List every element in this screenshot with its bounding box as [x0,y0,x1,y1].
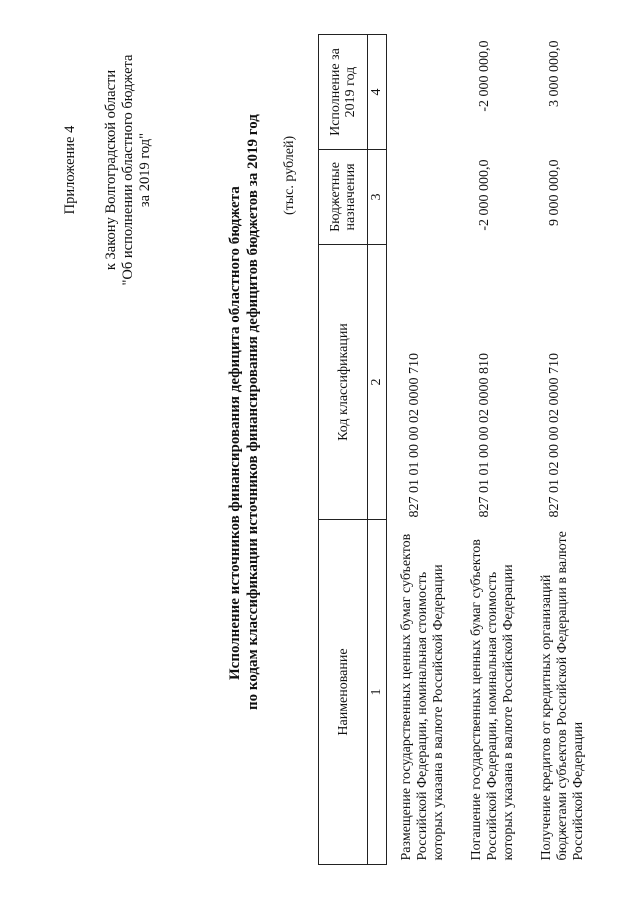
appendix-spacer [79,35,103,305]
row-code: 827 01 02 00 00 02 0000 710 [547,353,562,518]
row-budget: -2 000 000,0 [477,159,492,231]
row-code: 827 01 01 00 00 02 0000 710 [407,353,422,518]
row-name: Получение кредитов от кредитных организаций бюджетами субъектов Российской Федерации в валюте Российской Федерации [539,531,586,861]
col-number-3: 3 [368,150,387,245]
document-title [226,0,262,905]
header-code: Код классификации [319,245,368,520]
column-number-row [368,35,387,865]
appendix-number: Приложение 4 [62,125,78,215]
table-row [387,35,458,865]
row-execution: -2 000 000,0 [477,40,492,112]
row-code: 827 01 01 00 00 02 0000 810 [477,353,492,518]
row-name: Размещение государственных ценных бумаг субъектов Российской Федерации, номинальная стоимость которых указана в валюте Российской Федерации [399,533,446,861]
appendix-law: к Закону Волгоградской области [103,69,119,271]
appendix-law-year: за 2019 год" [137,132,153,208]
col-number-2: 2 [368,245,387,520]
table-row [527,35,597,865]
header-name: Наименование [319,520,368,865]
table-row [457,35,527,865]
title-line-2: по кодам классификации источников финансирования дефицитов бюджетов за 2019 год [245,114,261,710]
header-budget: Бюджетные назначения [319,150,368,245]
title-line-1: Исполнение источников финансирования дефицита областного бюджета [227,186,243,680]
row-execution [387,35,458,150]
row-budget [387,150,458,245]
row-budget: 9 000 000,0 [547,159,562,226]
header-row [319,35,368,865]
units-label: (тыс. рублей) [282,135,297,215]
col-number-1: 1 [368,520,387,865]
col-number-4: 4 [368,35,387,150]
row-execution: 3 000 000,0 [547,40,562,107]
appendix-note [62,35,154,305]
sources-table [318,34,597,865]
header-execution: Исполнение за 2019 год [319,35,368,150]
row-name: Погашение государственных ценных бумаг субъектов Российской Федерации, номинальная стоимость которых указана в валюте Российской Федерации [469,539,516,861]
appendix-law-title: "Об исполнении областного бюджета [120,54,136,286]
